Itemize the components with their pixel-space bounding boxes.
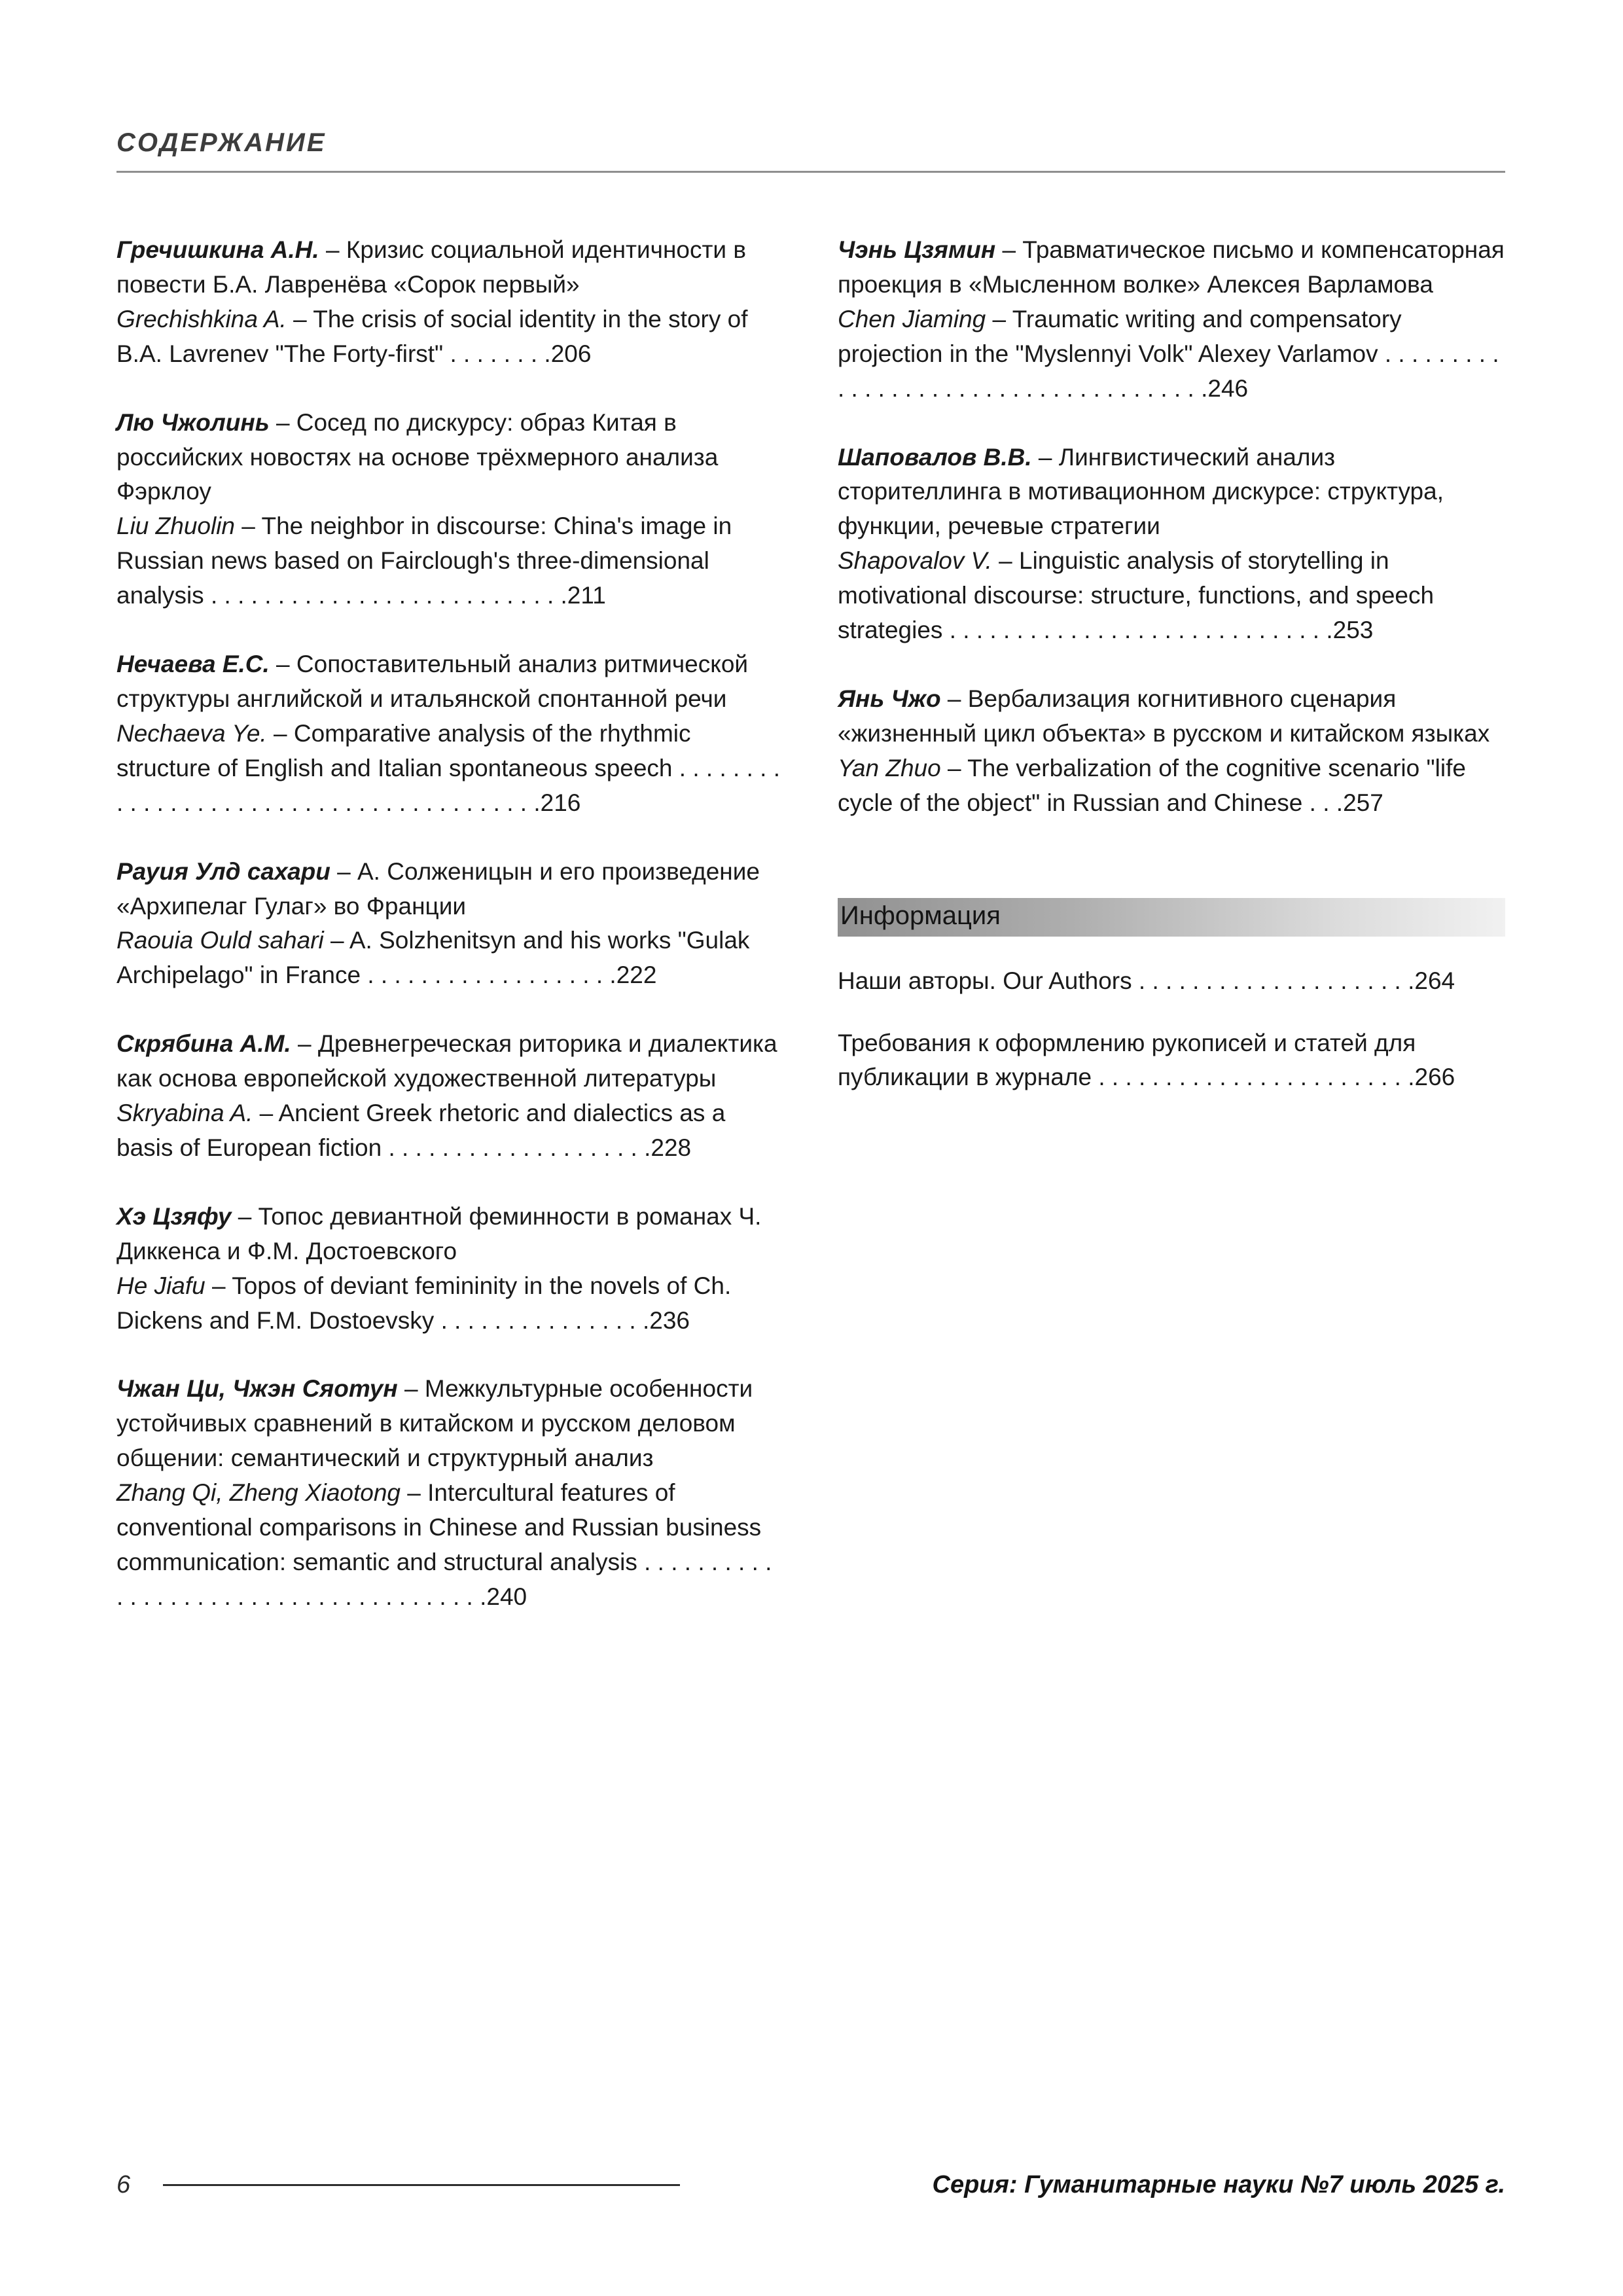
toc-column-right xyxy=(838,233,1505,1649)
info-section-header: Информация xyxy=(838,898,1505,937)
entry-author-en: Raouia Ould sahari xyxy=(116,927,324,954)
entry-title-en: – Topos of deviant femininity in the novels of Ch. Dickens and F.M. Dostoevsky xyxy=(116,1272,732,1334)
entry-title-en: – Linguistic analysis of storytelling in motivational discourse: structure, functions, and speech strategies xyxy=(838,547,1435,644)
entry-russian xyxy=(116,233,784,302)
toc-entry xyxy=(838,440,1505,648)
toc-entry xyxy=(116,1027,784,1166)
dot-leader: . . . . . . . . . . . . . . . . . . . . . . . . . . . . . xyxy=(949,617,1333,644)
dot-leader: . . . . . . . . . . . . . . . . . . . . . . . . . . . xyxy=(204,582,567,609)
entry-title-en: – The verbalization of the cognitive scenario "life cycle of the object" in Russian and Chinese xyxy=(838,754,1466,816)
entry-author-en: He Jiafu xyxy=(116,1272,205,1299)
entry-english xyxy=(116,1476,784,1615)
entry-page-number: 211 xyxy=(567,582,606,609)
entry-page-number: 257 xyxy=(1343,789,1383,816)
toc-entry xyxy=(116,1372,784,1614)
entry-author-en: Yan Zhuo xyxy=(838,754,941,781)
toc-entry xyxy=(116,1200,784,1338)
entry-page-number: 240 xyxy=(486,1583,527,1610)
toc-entry xyxy=(116,233,784,372)
dot-leader: . . . . . . . . . . . . . . . . . . . xyxy=(361,961,616,989)
info-section xyxy=(838,898,1505,1096)
entry-russian xyxy=(116,1372,784,1476)
entry-author-ru: Рауия Улд сахари xyxy=(116,857,330,885)
entry-page-number: 236 xyxy=(649,1306,690,1334)
entry-title-ru: – Сосед по дискурсу: образ Китая в российских новостях на основе трёхмерного анализа Фэрклоу xyxy=(116,408,719,505)
page-title: СОДЕРЖАНИЕ xyxy=(116,128,327,157)
entry-title-ru: – Травматическое письмо и компенсаторная проекция в «Мысленном волке» Алексея Варламова xyxy=(838,236,1505,298)
entry-title-en: – Ancient Greek rhetoric and dialectics as a basis of European fiction xyxy=(116,1100,726,1161)
entry-english xyxy=(116,1096,784,1166)
page-content xyxy=(116,128,1505,1649)
entry-title-ru: – Кризис социальной идентичности в повести Б.А. Лавренёва «Сорок первый» xyxy=(116,236,747,298)
dot-leader: . . . . . . . . . . . . . . . . . . . . . . . . . . . . . . . . . . . . . xyxy=(838,340,1499,402)
dot-leader: . . . . . . . . . . . . . . . . . . . . . . . . xyxy=(1092,1064,1415,1091)
entry-english xyxy=(838,302,1505,406)
entry-russian xyxy=(838,440,1505,545)
entry-author-ru: Чжан Ци, Чжэн Сяотун xyxy=(116,1375,398,1403)
entry-author-ru: Нечаева Е.С. xyxy=(116,651,270,678)
toc-entry xyxy=(838,233,1505,406)
dot-leader: . . . . . . . . . . . . . . . . xyxy=(440,1306,650,1334)
toc-entry xyxy=(116,406,784,613)
entry-author-en: Grechishkina A. xyxy=(116,305,287,332)
entry-english xyxy=(116,302,784,372)
entry-russian xyxy=(838,233,1505,302)
entry-page-number: 216 xyxy=(540,789,581,816)
entry-title-en: – Traumatic writing and compensatory projection in the "Myslennyi Volk" Alexey Varlamov xyxy=(838,305,1402,367)
entry-author-ru: Янь Чжо xyxy=(838,685,941,712)
entry-author-ru: Шаповалов В.В. xyxy=(838,443,1032,471)
info-item xyxy=(838,1026,1505,1096)
entry-page-number: 253 xyxy=(1332,617,1374,644)
entry-page-number: 222 xyxy=(616,961,657,989)
info-item-text: Требования к оформлению рукописей и статей для публикации в журнале xyxy=(838,1029,1416,1091)
footer-divider xyxy=(163,2184,680,2186)
entry-title-ru: – А. Солженицын и его произведение «Архипелаг Гулаг» во Франции xyxy=(116,857,760,920)
toc-entry xyxy=(116,855,784,994)
entry-title-ru: – Вербализация когнитивного сценария «жизненный цикл объекта» в русском и китайском языках xyxy=(838,685,1490,747)
info-item-text: Наши авторы. Our Authors xyxy=(838,967,1132,994)
entry-english xyxy=(838,544,1505,648)
entry-page-number: 206 xyxy=(550,340,592,367)
entry-title-en: – The neighbor in discourse: China's image in Russian news based on Fairclough's three-dimensional analysis xyxy=(116,512,732,609)
entry-author-ru: Хэ Цзяфу xyxy=(116,1202,232,1230)
entry-russian xyxy=(838,682,1505,751)
folio-page-number: 6 xyxy=(116,2171,131,2198)
entry-title-en: – Intercultural features of conventional comparisons in Chinese and Russian business communication: semantic and structural analysis xyxy=(116,1479,762,1575)
entry-title-ru: – Межкультурные особенности устойчивых сравнений в китайском и русском деловом общении: семантический и структурный анализ xyxy=(116,1375,753,1472)
entry-russian xyxy=(116,855,784,924)
entry-english xyxy=(116,509,784,613)
entry-title-en: – The crisis of social identity in the story of B.A. Lavrenev "The Forty-first" xyxy=(116,305,748,367)
entry-english xyxy=(116,717,784,821)
entry-author-ru: Чэнь Цзямин xyxy=(838,236,996,263)
entry-author-ru: Скрябина А.М. xyxy=(116,1030,291,1058)
entry-title-ru: – Лингвистический анализ сторителлинга в мотивационном дискурсе: структура, функции, речевые стратегии xyxy=(838,443,1444,540)
entry-russian xyxy=(116,647,784,717)
entry-title-ru: – Сопоставительный анализ ритмической структуры английской и итальянской спонтанной речи xyxy=(116,651,749,712)
entry-author-en: Skryabina A. xyxy=(116,1100,253,1127)
toc-entry xyxy=(838,682,1505,821)
page-footer xyxy=(116,2171,1505,2199)
entry-title-ru: – Топос девиантной феминности в романах Ч. Диккенса и Ф.М. Достоевского xyxy=(116,1202,762,1265)
entry-author-en: Chen Jiaming xyxy=(838,305,986,332)
dot-leader: . . . xyxy=(1302,789,1344,816)
entry-title-en: – Comparative analysis of the rhythmic structure of English and Italian spontaneous speech xyxy=(116,719,691,781)
entry-author-ru: Гречишкина А.Н. xyxy=(116,236,319,263)
entry-author-ru: Лю Чжолинь xyxy=(116,408,270,436)
dot-leader: . . . . . . . . . . . . . . . . . . . . . . . . . . . . . . . . . . . . . . . . xyxy=(116,754,780,816)
entry-english xyxy=(838,751,1505,821)
footer-series-title: Серия: Гуманитарные науки №7 июль 2025 г. xyxy=(932,2171,1505,2198)
dot-leader: . . . . . . . . . . . . . . . . . . . . . xyxy=(1132,967,1415,994)
entry-russian xyxy=(116,406,784,510)
entry-english xyxy=(116,924,784,993)
toc-entry xyxy=(116,647,784,821)
entry-author-en: Liu Zhuolin xyxy=(116,512,236,540)
entry-author-en: Nechaeva Ye. xyxy=(116,719,267,747)
info-item xyxy=(838,964,1505,999)
dot-leader: . . . . . . . . . . . . . . . . . . . . xyxy=(382,1134,651,1161)
toc-column-left xyxy=(116,233,784,1649)
entry-page-number: 246 xyxy=(1207,374,1249,402)
dot-leader: . . . . . . . . . . . . . . . . . . . . . . . . . . . . . . . . . . . . . . xyxy=(116,1549,772,1610)
header-divider xyxy=(116,171,1505,173)
entry-russian xyxy=(116,1200,784,1269)
entry-russian xyxy=(116,1027,784,1096)
entry-english xyxy=(116,1269,784,1338)
entry-author-en: Shapovalov V. xyxy=(838,547,992,575)
entry-title-ru: – Древнегреческая риторика и диалектика как основа европейской художественной литературы xyxy=(116,1030,777,1092)
entry-page-number: 228 xyxy=(651,1134,692,1161)
dot-leader: . . . . . . . . xyxy=(443,340,551,367)
toc-columns xyxy=(116,233,1505,1649)
entry-title-en: – A. Solzhenitsyn and his works "Gulak Archipelago" in France xyxy=(116,927,750,989)
info-item-page-number: 264 xyxy=(1414,967,1455,994)
entry-author-en: Zhang Qi, Zheng Xiaotong xyxy=(116,1479,401,1507)
info-item-page-number: 266 xyxy=(1414,1064,1455,1091)
